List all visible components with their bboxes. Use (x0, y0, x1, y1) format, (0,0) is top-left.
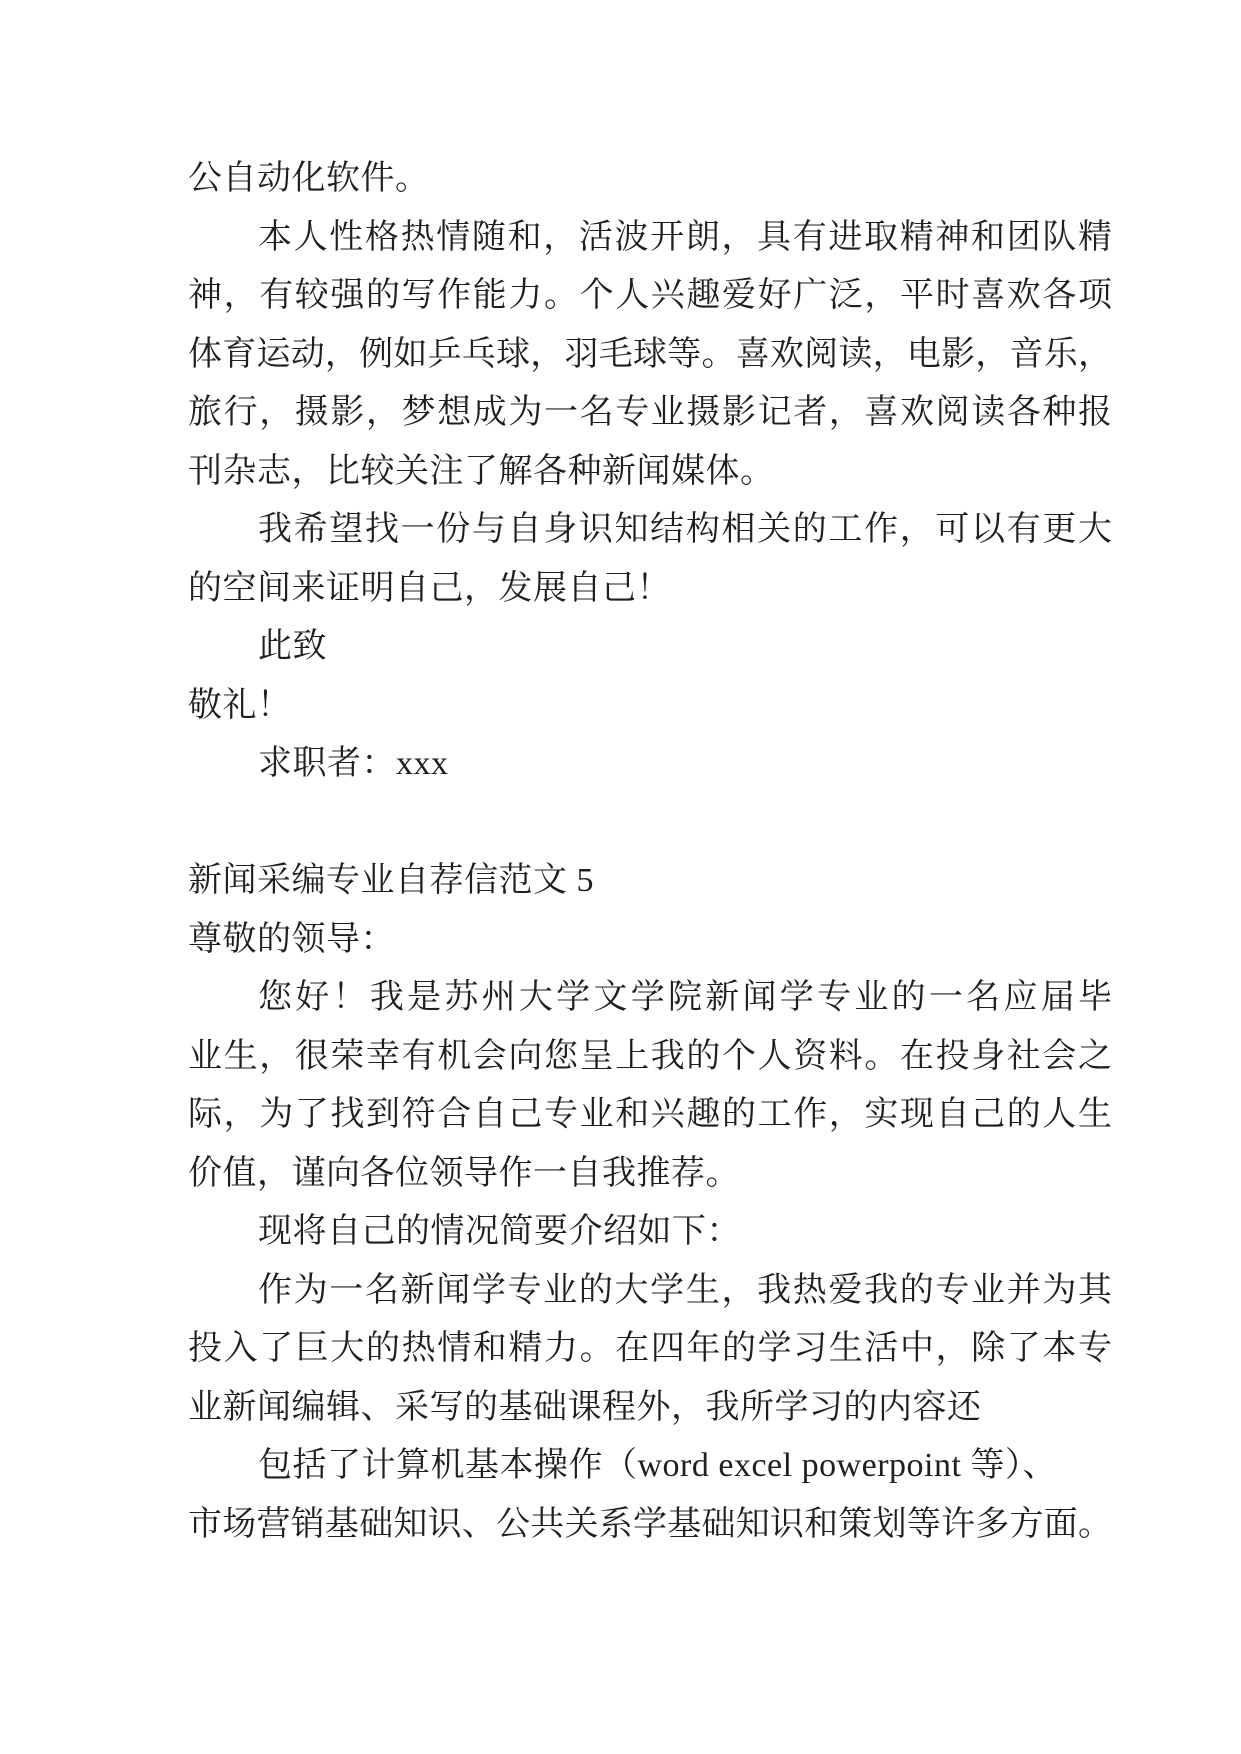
closing-line: 此致 (258, 628, 327, 665)
text-line: 您好！我是苏州大学文学院新闻学专业的一名应届毕 (258, 979, 1112, 1016)
text-line: 际，为了找到符合自己专业和兴趣的工作，实现自己的人生 (188, 1096, 1112, 1133)
salutation-line: 尊敬的领导： (188, 920, 395, 958)
text-line: 刊杂志，比较关注了解各种新闻媒体。 (188, 452, 775, 490)
text-line: 作为一名新闻学专业的大学生，我热爱我的专业并为其 (258, 1271, 1112, 1309)
text-line: 市场营销基础知识、公共关系学基础知识和策划等许多方面。 (188, 1505, 1112, 1543)
text-line: 神，有较强的写作能力。个人兴趣爱好广泛，平时喜欢各项 (188, 277, 1112, 314)
document-body (188, 150, 1112, 1554)
text-line: 本人性格热情随和，活波开朗，具有进取精神和团队精 (258, 218, 1112, 256)
text-line: 业新闻编辑、采写的基础课程外，我所学习的内容还 (188, 1388, 982, 1426)
section-title: 新闻采编专业自荐信范文 5 (188, 862, 594, 899)
salute-line: 敬礼！ (188, 686, 292, 724)
text-line: 包括了计算机基本操作（word excel powerpoint 等）、 (258, 1447, 1057, 1484)
text-line: 的空间来证明自己，发展自己！ (188, 569, 671, 607)
signature-line: 求职者：xxx (258, 745, 449, 782)
text-line: 价值，谨向各位领导作一自我推荐。 (188, 1154, 740, 1192)
text-line: 业生，很荣幸有机会向您呈上我的个人资料。在投身社会之 (188, 1037, 1112, 1075)
text-line: 现将自己的情况简要介绍如下： (258, 1213, 741, 1250)
text-line: 我希望找一份与自身识知结构相关的工作，可以有更大 (258, 511, 1112, 548)
blank-line (188, 794, 1112, 853)
text-line: 投入了巨大的热情和精力。在四年的学习生活中，除了本专 (188, 1330, 1112, 1367)
text-line: 体育运动，例如乒乓球，羽毛球等。喜欢阅读，电影，音乐， (188, 335, 1112, 373)
text-line: 公自动化软件。 (188, 160, 430, 197)
text-line: 旅行，摄影，梦想成为一名专业摄影记者，喜欢阅读各种报 (188, 394, 1112, 431)
